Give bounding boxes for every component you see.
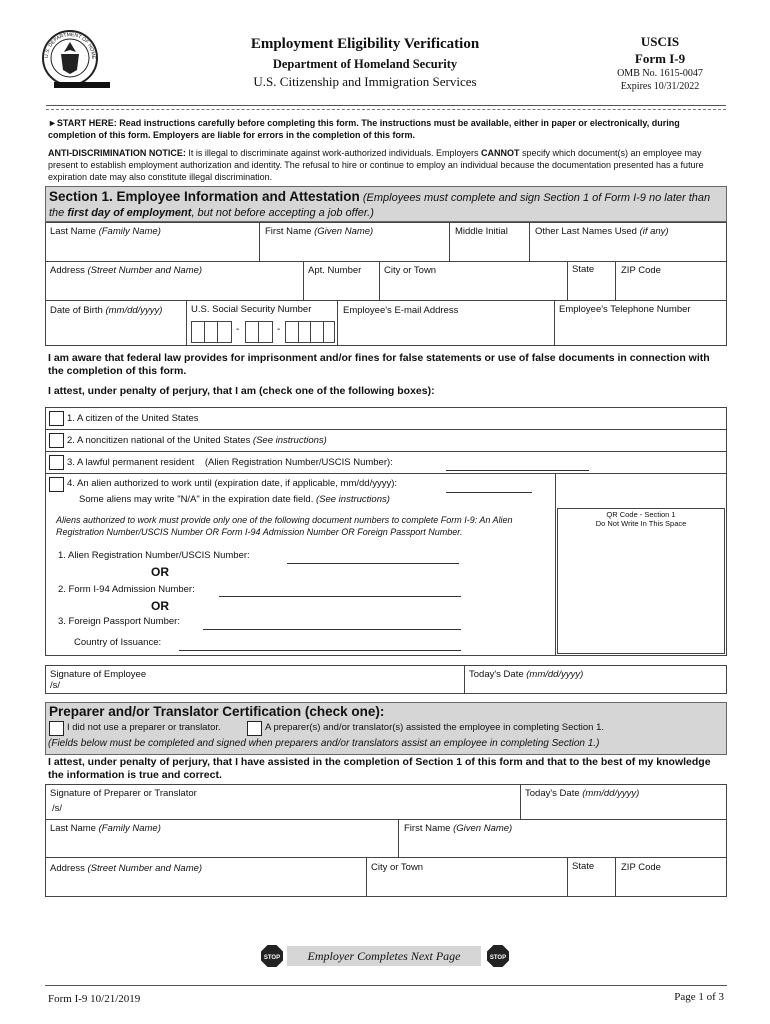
anti-discrimination-notice: ANTI-DISCRIMINATION NOTICE: It is illegal to discriminate against work-authorized individuals. Employers CANNOT specify which document(s) an employee may present to establish employment authorization and identity. The refusal to hire or continue to employ an individual because the documentation presented has a future expiration date may also constitute illegal discrimination. bbox=[48, 148, 704, 182]
alien-number-label: 1. Alien Registration Number/USCIS Number: bbox=[58, 550, 250, 561]
preparer-first-name-label: First Name (Given Name) bbox=[404, 823, 513, 834]
state-label: State bbox=[572, 264, 595, 275]
other-last-names-label: Other Last Names Used (if any) bbox=[535, 226, 669, 237]
qr-note: Do Not Write In This Space bbox=[595, 519, 687, 528]
na-note: Some aliens may write "N/A" in the expiration date field. (See instructions) bbox=[79, 494, 390, 505]
expiration: Expires 10/31/2022 bbox=[620, 81, 700, 92]
ssn-label: U.S. Social Security Number bbox=[191, 304, 312, 315]
preparer-date-label: Today's Date (mm/dd/yyyy) bbox=[525, 788, 640, 799]
svg-text:STOP: STOP bbox=[263, 955, 281, 961]
employee-signature-row bbox=[45, 665, 727, 694]
header-divider-dashed bbox=[46, 109, 726, 110]
alien-authorized-checkbox[interactable] bbox=[49, 477, 64, 492]
option-permanent-resident: 3. A lawful permanent resident (Alien Registration Number/USCIS Number): bbox=[67, 457, 393, 468]
header-divider bbox=[46, 105, 726, 106]
or-separator-2: OR bbox=[151, 599, 169, 613]
preparer-signature-value[interactable]: /s/ bbox=[52, 803, 63, 814]
attest-statement: I attest, under penalty of perjury, that I am (check one of the following boxes): bbox=[48, 385, 435, 397]
preparer-assisted-label: A preparer(s) and/or translator(s) assisted the employee in completing Section 1. bbox=[265, 722, 604, 733]
preparer-address-label: Address (Street Number and Name) bbox=[50, 863, 203, 874]
agency: U.S. Citizenship and Immigration Services bbox=[253, 74, 477, 89]
email-label: Employee's E-mail Address bbox=[343, 305, 459, 316]
city-label: City or Town bbox=[384, 265, 437, 276]
alien-number-line[interactable] bbox=[446, 470, 589, 471]
alien-number-field[interactable] bbox=[287, 563, 459, 564]
stop-sign-icon bbox=[487, 945, 509, 967]
svg-text:STOP: STOP bbox=[489, 955, 507, 961]
form-edition: Form I-9 10/21/2019 bbox=[48, 993, 141, 1005]
seal-text: U.S. DEPARTMENT OF HOME bbox=[43, 31, 97, 60]
option-citizen: 1. A citizen of the United States bbox=[67, 413, 199, 424]
passport-field[interactable] bbox=[203, 629, 461, 630]
preparer-note: (Fields below must be completed and signed when preparers and/or translators assist an employee in completing Section 1.) bbox=[48, 738, 600, 749]
employee-signature-value[interactable]: /s/ bbox=[50, 680, 61, 691]
preparer-assisted-checkbox[interactable] bbox=[247, 721, 262, 736]
department: Department of Homeland Security bbox=[272, 57, 458, 71]
passport-label: 3. Foreign Passport Number: bbox=[58, 616, 180, 627]
employer-next-page-banner: Employer Completes Next Page bbox=[287, 946, 481, 966]
or-separator: OR bbox=[151, 565, 169, 579]
noncitizen-national-checkbox[interactable] bbox=[49, 433, 64, 448]
apt-label: Apt. Number bbox=[308, 265, 362, 276]
preparer-signature-label: Signature of Preparer or Translator bbox=[50, 788, 197, 799]
last-name-label: Last Name (Family Name) bbox=[50, 226, 161, 237]
preparer-last-name-label: Last Name (Family Name) bbox=[50, 823, 161, 834]
preparer-zip-label: ZIP Code bbox=[621, 862, 661, 873]
option-noncitizen-national: 2. A noncitizen national of the United States (See instructions) bbox=[67, 435, 327, 446]
form-title: Employment Eligibility Verification bbox=[250, 36, 480, 52]
i94-label: 2. Form I-94 Admission Number: bbox=[58, 584, 195, 595]
form-number: Form I-9 bbox=[634, 51, 686, 66]
stop-sign-icon bbox=[261, 945, 283, 967]
zip-label: ZIP Code bbox=[621, 265, 661, 276]
federal-law-notice: I am aware that federal law provides for imprisonment and/or fines for false statements or use of false documents in connection with the completion of this form. bbox=[48, 352, 710, 377]
i94-field[interactable] bbox=[219, 596, 461, 597]
qr-code-area bbox=[557, 508, 725, 654]
page-number: Page 1 of 3 bbox=[674, 991, 724, 1003]
qr-label: QR Code - Section 1 bbox=[606, 510, 676, 519]
preparer-title: Preparer and/or Translator Certification (check one): bbox=[49, 704, 385, 719]
uscis-label: USCIS bbox=[640, 34, 680, 49]
expiration-date-line[interactable] bbox=[446, 492, 532, 493]
dhs-seal-icon bbox=[40, 28, 110, 90]
address-label: Address (Street Number and Name) bbox=[50, 265, 203, 276]
preparer-state-label: State bbox=[572, 861, 595, 872]
permanent-resident-checkbox[interactable] bbox=[49, 455, 64, 470]
preparer-city-label: City or Town bbox=[371, 862, 424, 873]
omb-number: OMB No. 1615-0047 bbox=[617, 68, 703, 79]
country-label: Country of Issuance: bbox=[74, 637, 162, 648]
country-field[interactable] bbox=[179, 650, 461, 651]
citizen-checkbox[interactable] bbox=[49, 411, 64, 426]
no-preparer-label: I did not use a preparer or translator. bbox=[67, 722, 221, 733]
section1-header: Section 1. Employee Information and Attestation (Employees must complete and sign Section 1 of Form I-9 no later than the first day of employment, but not before accepting a job offer.) bbox=[45, 186, 727, 222]
start-here-notice: ►START HERE: Read instructions carefully before completing this form. The instructions must be available, either in paper or electronically, during completion of this form. Employers are liable for errors in the completion of this form. bbox=[48, 118, 680, 140]
employee-signature-label: Signature of Employee bbox=[50, 669, 147, 680]
ssn-group-field[interactable] bbox=[245, 321, 273, 343]
employee-date-label: Today's Date (mm/dd/yyyy) bbox=[469, 669, 584, 680]
phone-label: Employee's Telephone Number bbox=[559, 304, 691, 315]
aliens-note: Aliens authorized to work must provide only one of the following document numbers to complete Form I-9: An Alien Registration Number/USCIS Number OR Form I-94 Admission Number OR Foreign Passport Number. bbox=[56, 515, 513, 537]
middle-initial-label: Middle Initial bbox=[455, 226, 508, 237]
no-preparer-checkbox[interactable] bbox=[49, 721, 64, 736]
ssn-area-field[interactable] bbox=[191, 321, 232, 343]
dob-label: Date of Birth (mm/dd/yyyy) bbox=[50, 305, 163, 316]
preparer-attest: I attest, under penalty of perjury, that I have assisted in the completion of Section 1 of this form and that to the best of my knowledge the information is true and correct. bbox=[48, 756, 711, 781]
option-alien-authorized: 4. An alien authorized to work until (expiration date, if applicable, mm/dd/yyyy): bbox=[67, 478, 398, 489]
first-name-label: First Name (Given Name) bbox=[265, 226, 374, 237]
ssn-serial-field[interactable] bbox=[285, 321, 335, 343]
